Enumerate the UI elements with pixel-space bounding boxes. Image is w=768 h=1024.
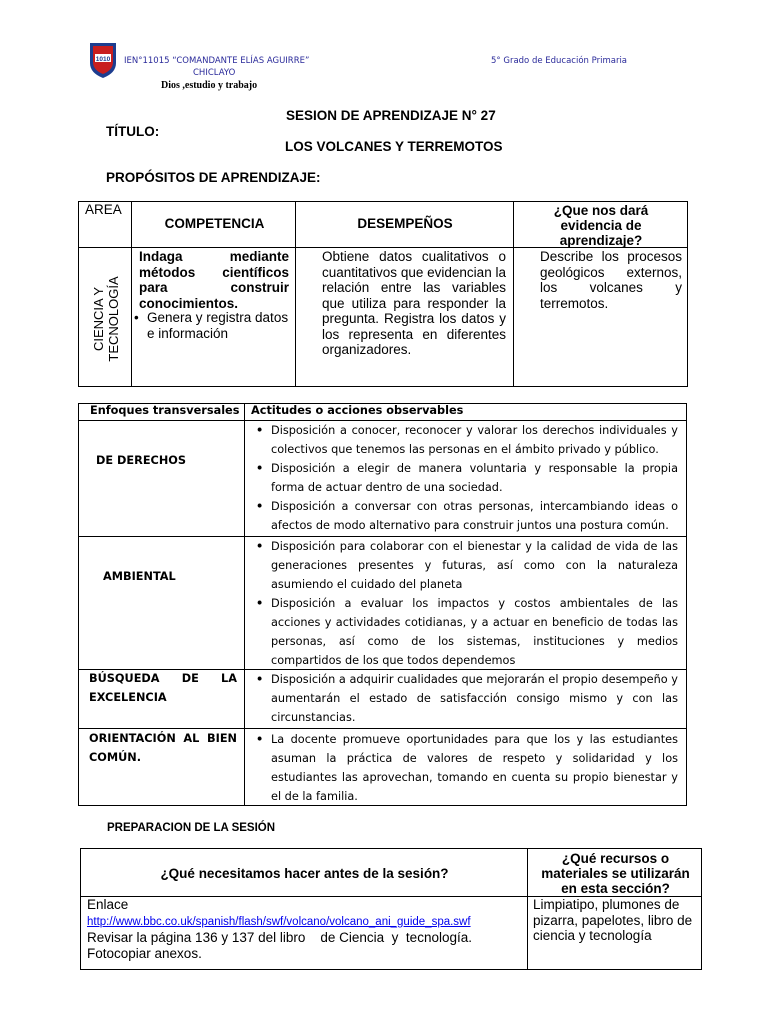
actions-header: Actitudes o acciones observables [251,404,464,417]
area-value: CIENCIA Y TECNOLOGÍA [91,276,121,362]
list-item: • Disposición a adquirir cualidades que mejorarán el propio desempeño y aumentarán el estado de satisfacción consigo mismo y con las circunstancias. [250,670,678,727]
school-motto: Dios ,estudio y trabajo [161,80,258,91]
evidence-header: ¿Que nos dará evidencia de aprendizaje? [553,203,649,248]
approach-list-rights [250,421,678,535]
competence-value: Indaga mediante métodos científicos para construir conocimientos. [139,249,289,311]
session-title: LOS VOLCANES Y TERREMOTOS [285,139,503,154]
list-item: • Disposición a conversar con otras personas, intercambiando ideas o afectos de modo alternativo para construir juntos una postura común. [250,497,678,535]
school-name: IEN°11015 “COMANDANTE ELÍAS AGUIRRE” [124,56,310,66]
list-item: • La docente promueve oportunidades para que los y las estudiantes asuman la práctica de valores de respeto y solidaridad y los estudiantes las aprovechan, tomando en cuenta su propio bienestar y el de la familia. [250,730,678,806]
school-city: CHICLAYO [193,68,236,78]
task-photocopy: Fotocopiar anexos. [87,945,202,961]
preparation-heading: PREPARACION DE LA SESIÓN [107,822,276,834]
list-item: • Disposición a elegir de manera voluntaria y responsable la propia forma de actuar dentro de una sociedad. [250,459,678,497]
approach-label-common-good: ORIENTACIÓN AL BIEN COMÚN. [89,732,237,764]
resources-header: ¿Qué recursos o materiales se utilizarán en esta sección? [541,851,690,896]
approach-list-excellence [250,670,678,727]
evidence-value: Describe los procesos geológicos externos, los volcanes y terremotos. [540,249,682,311]
competence-header: COMPETENCIA [164,216,265,231]
list-item: • Disposición a conocer, reconocer y valorar los derechos individuales y colectivos que tenemos las personas en el ámbito privado y público. [250,421,678,459]
grade-label: 5° Grado de Educación Primaria [491,56,628,66]
approach-header: Enfoques transversales [90,404,240,417]
purposes-heading: PROPÓSITOS DE APRENDIZAJE: [106,170,321,185]
logo-text: 1010 [95,56,111,63]
purposes-table [78,201,688,387]
area-header: AREA [85,202,122,217]
before-session-content [87,897,527,961]
approaches-table [78,403,687,806]
list-item: • Disposición a evaluar los impactos y costos ambientales de las acciones y actividades cotidianas, y a actuar en beneficio de todas las personas, así como de los sistemas, instituciones y medios compartidos de los que todos dependemos [250,594,678,670]
before-session-header: ¿Qué necesitamos hacer antes de la sesión? [160,866,449,881]
performance-header: DESEMPEÑOS [357,216,453,231]
preparation-table [80,848,702,970]
volcano-guide-link[interactable]: http://www.bbc.co.uk/spanish/flash/swf/volcano/volcano_ani_guide_spa.swf [87,915,471,928]
approach-label-excellence: BÚSQUEDA DE LA EXCELENCIA [89,672,237,704]
approach-label-environment: AMBIENTAL [103,570,176,583]
approach-list-common-good [250,730,678,806]
link-label: Enlace [87,897,129,912]
school-shield-logo [88,39,118,79]
resources-content: Limpiatipo, plumones de pizarra, papelotes, libro de ciencia y tecnología [533,897,693,943]
approach-list-environment [250,537,678,670]
list-item: • Disposición para colaborar con el bienestar y la calidad de vida de las generaciones presentes y futuras, así como con la naturaleza asumiendo el cuidado del planeta [250,537,678,594]
title-label: TÍTULO: [106,124,160,139]
performance-value: Obtiene datos cualitativos o cuantitativos que evidencian la relación entre las variables que utiliza para responder la pregunta. Registra los datos y los representa en diferentes organizadores. [322,249,506,357]
capacity-bullet: • Genera y registra datos e información [134,310,289,341]
session-number: SESION DE APRENDIZAJE N° 27 [286,108,496,123]
task-review-book: Revisar la página 136 y 137 del libro de Ciencia y tecnología. [87,930,472,945]
approach-label-rights: DE DERECHOS [96,454,187,467]
